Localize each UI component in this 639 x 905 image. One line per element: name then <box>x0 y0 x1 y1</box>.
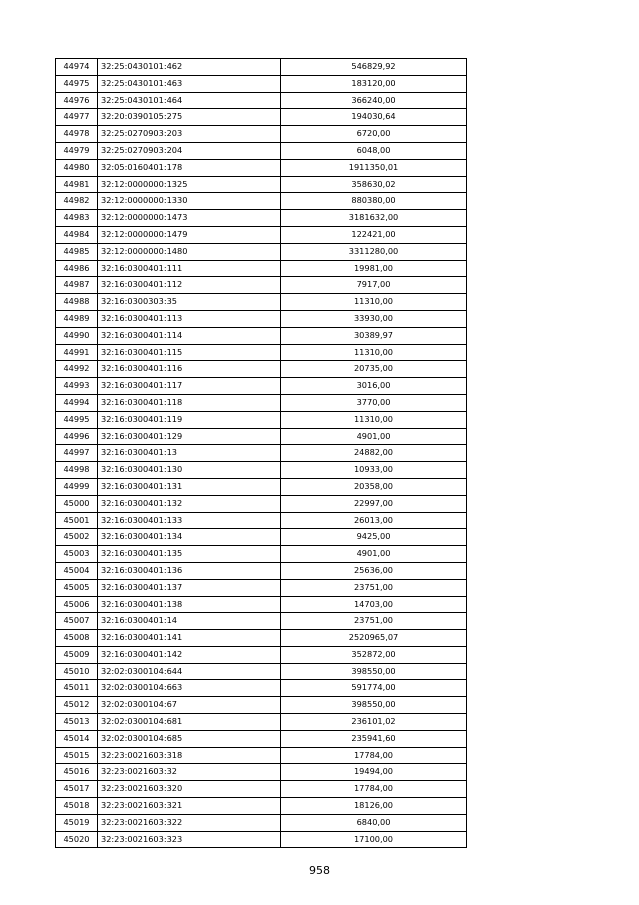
cadastral-value-cell: 236101,02 <box>281 714 467 731</box>
table-row <box>56 243 467 260</box>
cadastral-value-cell: 17100,00 <box>281 831 467 848</box>
cadastral-value-cell: 10933,00 <box>281 462 467 479</box>
table-row <box>56 562 467 579</box>
table-row <box>56 159 467 176</box>
row-number-cell: 44998 <box>56 462 98 479</box>
cadastral-number-cell: 32:16:0300401:130 <box>98 462 281 479</box>
cadastral-value-cell: 2520965,07 <box>281 630 467 647</box>
cadastral-value-cell: 7917,00 <box>281 277 467 294</box>
row-number-cell: 44993 <box>56 378 98 395</box>
cadastral-number-cell: 32:16:0300401:133 <box>98 512 281 529</box>
row-number-cell: 44987 <box>56 277 98 294</box>
table-row <box>56 478 467 495</box>
cadastral-value-cell: 4901,00 <box>281 546 467 563</box>
table-row <box>56 680 467 697</box>
cadastral-value-cell: 3016,00 <box>281 378 467 395</box>
row-number-cell: 44980 <box>56 159 98 176</box>
table-row <box>56 529 467 546</box>
row-number-cell: 45010 <box>56 663 98 680</box>
table-row <box>56 730 467 747</box>
cadastral-number-cell: 32:16:0300401:114 <box>98 327 281 344</box>
cadastral-number-cell: 32:16:0300401:14 <box>98 613 281 630</box>
row-number-cell: 44989 <box>56 310 98 327</box>
row-number-cell: 45002 <box>56 529 98 546</box>
cadastral-number-cell: 32:02:0300104:663 <box>98 680 281 697</box>
table-row <box>56 512 467 529</box>
row-number-cell: 45015 <box>56 747 98 764</box>
row-number-cell: 45004 <box>56 562 98 579</box>
cadastral-number-cell: 32:25:0270903:203 <box>98 126 281 143</box>
cadastral-number-cell: 32:12:0000000:1325 <box>98 176 281 193</box>
row-number-cell: 44984 <box>56 226 98 243</box>
cadastral-value-cell: 1911350,01 <box>281 159 467 176</box>
cadastral-value-cell: 235941,60 <box>281 730 467 747</box>
table-row <box>56 764 467 781</box>
table-row <box>56 210 467 227</box>
table-row <box>56 378 467 395</box>
row-number-cell: 44976 <box>56 92 98 109</box>
table-row <box>56 798 467 815</box>
cadastral-number-cell: 32:16:0300401:135 <box>98 546 281 563</box>
row-number-cell: 44981 <box>56 176 98 193</box>
cadastral-number-cell: 32:20:0390105:275 <box>98 109 281 126</box>
cadastral-number-cell: 32:16:0300401:138 <box>98 596 281 613</box>
cadastral-value-cell: 11310,00 <box>281 411 467 428</box>
cadastral-value-cell: 11310,00 <box>281 294 467 311</box>
row-number-cell: 45005 <box>56 579 98 596</box>
cadastral-value-cell: 19494,00 <box>281 764 467 781</box>
cadastral-number-cell: 32:16:0300401:131 <box>98 478 281 495</box>
cadastral-value-table <box>55 58 467 848</box>
cadastral-value-cell: 23751,00 <box>281 579 467 596</box>
cadastral-value-cell: 14703,00 <box>281 596 467 613</box>
row-number-cell: 44988 <box>56 294 98 311</box>
cadastral-number-cell: 32:23:0021603:318 <box>98 747 281 764</box>
row-number-cell: 44986 <box>56 260 98 277</box>
table-row <box>56 814 467 831</box>
row-number-cell: 45008 <box>56 630 98 647</box>
row-number-cell: 44975 <box>56 75 98 92</box>
table-row <box>56 59 467 76</box>
cadastral-value-cell: 6840,00 <box>281 814 467 831</box>
table-row <box>56 646 467 663</box>
row-number-cell: 44982 <box>56 193 98 210</box>
table-row <box>56 277 467 294</box>
cadastral-number-cell: 32:25:0430101:464 <box>98 92 281 109</box>
cadastral-number-cell: 32:16:0300401:115 <box>98 344 281 361</box>
table-row <box>56 596 467 613</box>
cadastral-number-cell: 32:23:0021603:323 <box>98 831 281 848</box>
table-row <box>56 579 467 596</box>
cadastral-value-cell: 11310,00 <box>281 344 467 361</box>
row-number-cell: 45011 <box>56 680 98 697</box>
cadastral-value-cell: 9425,00 <box>281 529 467 546</box>
table-row <box>56 445 467 462</box>
cadastral-number-cell: 32:16:0300401:136 <box>98 562 281 579</box>
cadastral-number-cell: 32:12:0000000:1480 <box>98 243 281 260</box>
row-number-cell: 44991 <box>56 344 98 361</box>
row-number-cell: 44996 <box>56 428 98 445</box>
cadastral-value-cell: 358630,02 <box>281 176 467 193</box>
page-number: 958 <box>309 864 330 877</box>
cadastral-value-cell: 26013,00 <box>281 512 467 529</box>
cadastral-value-cell: 880380,00 <box>281 193 467 210</box>
table-body <box>56 59 467 848</box>
cadastral-value-cell: 23751,00 <box>281 613 467 630</box>
cadastral-value-cell: 183120,00 <box>281 75 467 92</box>
table-row <box>56 747 467 764</box>
row-number-cell: 45016 <box>56 764 98 781</box>
cadastral-value-cell: 398550,00 <box>281 697 467 714</box>
cadastral-number-cell: 32:16:0300401:129 <box>98 428 281 445</box>
cadastral-value-cell: 19981,00 <box>281 260 467 277</box>
table-row <box>56 176 467 193</box>
cadastral-value-cell: 17784,00 <box>281 781 467 798</box>
cadastral-value-cell: 6720,00 <box>281 126 467 143</box>
cadastral-value-cell: 3181632,00 <box>281 210 467 227</box>
table-row <box>56 310 467 327</box>
cadastral-number-cell: 32:16:0300401:112 <box>98 277 281 294</box>
row-number-cell: 44990 <box>56 327 98 344</box>
cadastral-number-cell: 32:16:0300303:35 <box>98 294 281 311</box>
table-row <box>56 344 467 361</box>
cadastral-number-cell: 32:25:0430101:463 <box>98 75 281 92</box>
cadastral-number-cell: 32:16:0300401:117 <box>98 378 281 395</box>
table-row <box>56 831 467 848</box>
table-row <box>56 714 467 731</box>
cadastral-number-cell: 32:23:0021603:321 <box>98 798 281 815</box>
cadastral-value-cell: 20735,00 <box>281 361 467 378</box>
table-row <box>56 260 467 277</box>
table-row <box>56 75 467 92</box>
cadastral-number-cell: 32:16:0300401:113 <box>98 310 281 327</box>
cadastral-value-cell: 3311280,00 <box>281 243 467 260</box>
table-row <box>56 142 467 159</box>
cadastral-number-cell: 32:16:0300401:13 <box>98 445 281 462</box>
table-row <box>56 126 467 143</box>
cadastral-number-cell: 32:23:0021603:32 <box>98 764 281 781</box>
cadastral-value-cell: 366240,00 <box>281 92 467 109</box>
cadastral-number-cell: 32:02:0300104:681 <box>98 714 281 731</box>
table-row <box>56 613 467 630</box>
cadastral-value-cell: 3770,00 <box>281 394 467 411</box>
table-row <box>56 327 467 344</box>
row-number-cell: 45003 <box>56 546 98 563</box>
row-number-cell: 44999 <box>56 478 98 495</box>
row-number-cell: 44978 <box>56 126 98 143</box>
cadastral-number-cell: 32:16:0300401:134 <box>98 529 281 546</box>
row-number-cell: 44985 <box>56 243 98 260</box>
cadastral-value-cell: 20358,00 <box>281 478 467 495</box>
cadastral-value-cell: 4901,00 <box>281 428 467 445</box>
table-row <box>56 294 467 311</box>
table-row <box>56 697 467 714</box>
cadastral-value-cell: 122421,00 <box>281 226 467 243</box>
row-number-cell: 45000 <box>56 495 98 512</box>
cadastral-number-cell: 32:16:0300401:119 <box>98 411 281 428</box>
row-number-cell: 45001 <box>56 512 98 529</box>
row-number-cell: 44995 <box>56 411 98 428</box>
cadastral-number-cell: 32:16:0300401:137 <box>98 579 281 596</box>
cadastral-number-cell: 32:23:0021603:320 <box>98 781 281 798</box>
cadastral-number-cell: 32:02:0300104:67 <box>98 697 281 714</box>
cadastral-value-cell: 352872,00 <box>281 646 467 663</box>
cadastral-value-cell: 398550,00 <box>281 663 467 680</box>
cadastral-value-cell: 546829,92 <box>281 59 467 76</box>
table-row <box>56 394 467 411</box>
cadastral-value-table-container <box>55 58 466 848</box>
cadastral-number-cell: 32:12:0000000:1479 <box>98 226 281 243</box>
cadastral-value-cell: 22997,00 <box>281 495 467 512</box>
row-number-cell: 44983 <box>56 210 98 227</box>
row-number-cell: 45017 <box>56 781 98 798</box>
row-number-cell: 44974 <box>56 59 98 76</box>
cadastral-value-cell: 33930,00 <box>281 310 467 327</box>
row-number-cell: 45020 <box>56 831 98 848</box>
cadastral-number-cell: 32:02:0300104:644 <box>98 663 281 680</box>
cadastral-number-cell: 32:05:0160401:178 <box>98 159 281 176</box>
table-row <box>56 193 467 210</box>
cadastral-number-cell: 32:25:0270903:204 <box>98 142 281 159</box>
table-row <box>56 92 467 109</box>
table-row <box>56 411 467 428</box>
row-number-cell: 45019 <box>56 814 98 831</box>
table-row <box>56 428 467 445</box>
cadastral-value-cell: 24882,00 <box>281 445 467 462</box>
cadastral-number-cell: 32:23:0021603:322 <box>98 814 281 831</box>
cadastral-number-cell: 32:16:0300401:116 <box>98 361 281 378</box>
row-number-cell: 45009 <box>56 646 98 663</box>
row-number-cell: 45006 <box>56 596 98 613</box>
cadastral-value-cell: 18126,00 <box>281 798 467 815</box>
row-number-cell: 45018 <box>56 798 98 815</box>
cadastral-value-cell: 194030,64 <box>281 109 467 126</box>
cadastral-number-cell: 32:12:0000000:1473 <box>98 210 281 227</box>
table-row <box>56 361 467 378</box>
cadastral-number-cell: 32:12:0000000:1330 <box>98 193 281 210</box>
row-number-cell: 44979 <box>56 142 98 159</box>
cadastral-number-cell: 32:16:0300401:111 <box>98 260 281 277</box>
row-number-cell: 44992 <box>56 361 98 378</box>
cadastral-value-cell: 25636,00 <box>281 562 467 579</box>
cadastral-number-cell: 32:02:0300104:685 <box>98 730 281 747</box>
row-number-cell: 45013 <box>56 714 98 731</box>
cadastral-number-cell: 32:16:0300401:132 <box>98 495 281 512</box>
row-number-cell: 44994 <box>56 394 98 411</box>
row-number-cell: 44977 <box>56 109 98 126</box>
cadastral-number-cell: 32:16:0300401:142 <box>98 646 281 663</box>
row-number-cell: 45012 <box>56 697 98 714</box>
cadastral-value-cell: 17784,00 <box>281 747 467 764</box>
cadastral-value-cell: 591774,00 <box>281 680 467 697</box>
row-number-cell: 45007 <box>56 613 98 630</box>
table-row <box>56 663 467 680</box>
table-row <box>56 495 467 512</box>
cadastral-number-cell: 32:16:0300401:141 <box>98 630 281 647</box>
row-number-cell: 44997 <box>56 445 98 462</box>
table-row <box>56 226 467 243</box>
table-row <box>56 630 467 647</box>
row-number-cell: 45014 <box>56 730 98 747</box>
cadastral-value-cell: 6048,00 <box>281 142 467 159</box>
table-row <box>56 546 467 563</box>
cadastral-value-cell: 30389,97 <box>281 327 467 344</box>
table-row <box>56 109 467 126</box>
cadastral-number-cell: 32:16:0300401:118 <box>98 394 281 411</box>
table-row <box>56 781 467 798</box>
table-row <box>56 462 467 479</box>
cadastral-number-cell: 32:25:0430101:462 <box>98 59 281 76</box>
